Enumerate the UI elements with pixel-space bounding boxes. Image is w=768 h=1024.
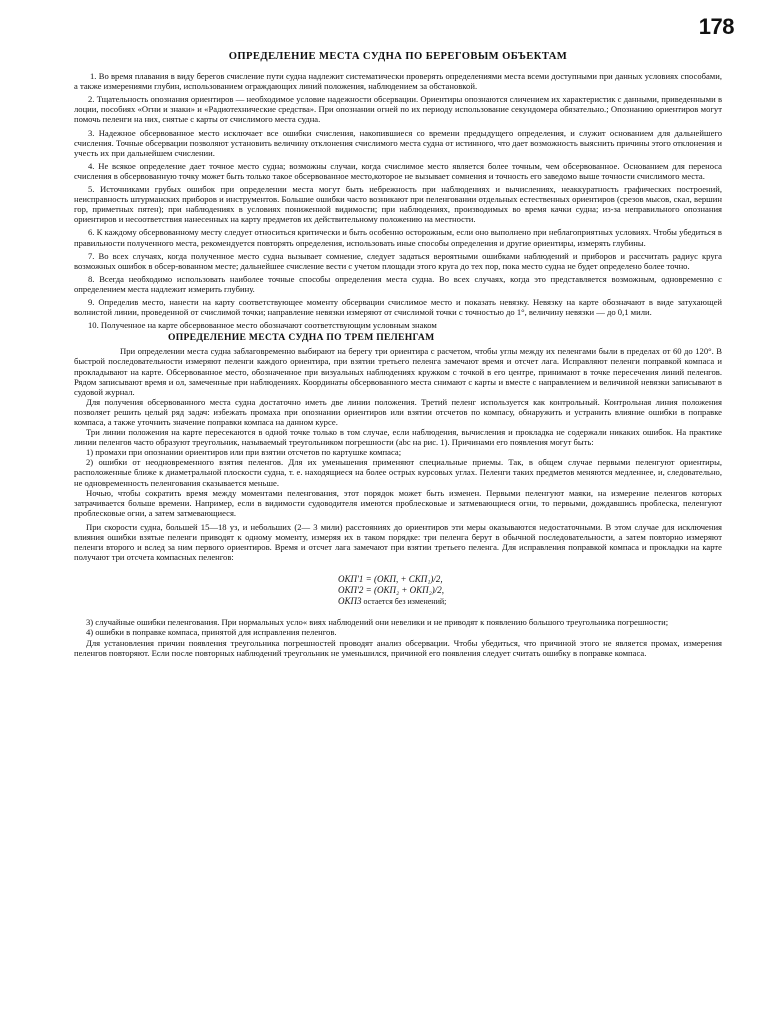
item-5: 5. Источниками грубых ошибок при определении места могут быть небрежность при наблюдениях и вычислениях, неаккуратность графических построений, неисправность штурманских приборов и инструментов. Большие ошибки часто возникают при пеленговании отдельных естественных ориентиров (срезов мысов, скал, вершин гор, приметных пятен); при наблюдениях в условиях пониженной видимости; при наблюдениях, производимых во время качки судна; из-за неправильного опознания ориентиров и несоответствия нанесенных на карту предметов их действительному положению на местности. bbox=[74, 184, 722, 225]
item-7: 7. Во всех случаях, когда полученное место судна вызывает сомнение, следует задаться вероятными ошибками наблюдений и приборов и рассчитать радиус круга возможных ошибок в обсер-вованном месте; дальнейшее счисление вести с учетом площади этого круга до тех пор, пока место судна не будет определено более точно. bbox=[74, 250, 722, 271]
paragraph-triangle: Три линии положения на карте пересекаются в одной точке только в том случае, если наблюдения, вычисления и прокладка не содержали никаких ошибок. На практике линии пеленгов часто образуют треугольник, называемый треугольником погрешности (abc на рис. 1). Причинами его появления могут быть: bbox=[74, 427, 722, 448]
subsection-title: ОПРЕДЕЛЕНИЕ МЕСТА СУДНА ПО ТРЕМ ПЕЛЕНГАМ bbox=[168, 332, 435, 344]
cause-4: 4) ошибки в поправке компаса, принятой для исправления пеленгов. bbox=[86, 627, 337, 638]
paragraph-speed: При скорости судна, большей 15—18 уз, и небольших (2— 3 мили) расстояниях до ориентиров эти меры оказываются недостаточными. В этом случае для исключения влияния ошибки взятые пеленги приводят к одному моменту, измеряя их в таком порядке: три пеленга берут в обычной последовательности, а затем повторно измеряют пеленги второго и вслед за ним первого ориентиров. Время и отсчет лага замечают при взятии третьего пеленга. Для исправления поправкой компаса и прокладки на карте получают три отсчета компасных пеленгов: bbox=[74, 521, 722, 563]
item-9: 9. Определив место, нанести на карту соответствующее моменту обсервации счислимое место и показать невязку. Невязку на карте обозначают в виде затухающей волнистой линии, проведенной от счислимой точки; направление невязки измеряют от счислимой точки с точностью до 1°, величину невязки — до 0,1 мили. bbox=[74, 296, 722, 318]
item-3: 3. Надежное обсервованное место исключает все ошибки счисления, накопившиеся со времени предыдущего определения, и служит основанием для дальнейшего счисления. Точные обсервации позволяют установить величину отклонения счислимого места судна от истинного, что дает возможность выяснить причины этого отклонения и учесть их при дальнейшем счислении. bbox=[74, 127, 722, 158]
formula-1: ОКП'1 = (ОКП, + СКП₁)/2, bbox=[338, 574, 443, 585]
formula-block bbox=[338, 574, 722, 607]
paragraph-analysis: Для установления причин появления треугольника погрешностей проводят анализ обсервации. Чтобы убедиться, что причиной этого не является промах, измерения пеленгов повторяют. Если после повторных наблюдений треугольник не уменьшился, причиной его появления следует считать ошибку в поправке компаса. bbox=[74, 637, 722, 658]
formula-3 bbox=[338, 596, 722, 607]
paragraph-night: Ночью, чтобы сократить время между моментами пеленгования, этот порядок может быть изменен. Первыми пеленгуют маяки, на измерение пеленгов которых затрачивается больше времени. Например, если в видимости судоводителя имеются проблесковые и затмевающиеся огни, то первыми, дождавшись проблеска, пеленгуют проблесковые огни, а затем затмевающиеся. bbox=[74, 487, 722, 518]
item-10: 10. Полученное на карте обсервованное место обозначают соответствующим условным знаком bbox=[88, 320, 437, 331]
formula-2: ОКП'2 = (ОКП₂ + ОКП₂)/2, bbox=[338, 585, 445, 596]
item-4: 4. Не всякое определение дает точное место судна; возможны случаи, когда счислимое место является более точным, чем обсервованное. Основанием для переноса счисления в обсервованную точку может быть только такое обсервованное место,которое не вызывает сомнения и точность его заведомо выше точности счислимого места. bbox=[74, 160, 722, 181]
item-6: 6. К каждому обсервованному месту следует относиться критически и быть особенно осторожным, если оно выполнено при неблагоприятных условиях. Чтобы убедиться в правильности полученного места, рекомендуется повторять определения, использовать иные способы определения и другие ориентиры, измерять глубины. bbox=[74, 227, 722, 248]
cause-1: 1) промахи при опознании ориентиров или при взятии отсчетов по картушке компаса; bbox=[86, 447, 402, 458]
formula-3-var: ОКП3 bbox=[338, 596, 362, 607]
page-number: 178 bbox=[698, 14, 734, 39]
section-title: ОПРЕДЕЛЕНИЕ МЕСТА СУДНА ПО БЕРЕГОВЫМ ОБЪЕКТАМ bbox=[228, 51, 568, 62]
item-2: 2. Тщательность опознания ориентиров — необходимое условие надежности обсервации. Ориентиры опознаются сличением их характеристик с данными, приведенными в лоции, пособиях «Огни и знаки» и «Радиотехнические средства». При опознании огней по их периоду использование секундомера обязательно.; Опознанию ориентиров могут помочь пеленги на них, снятые с карты от счислимого места судна. bbox=[74, 94, 722, 125]
formula-3-text: остается без изменений; bbox=[361, 597, 447, 607]
item-1: 1. Во время плавания в виду берегов счисление пути судна надлежит систематически проверять определениями места всеми доступными при данных условиях способами, а также измерениями глубин, использованием ограждающих линий положения, наблюдением за обстановкой. bbox=[74, 71, 722, 92]
cause-2: 2) ошибки от неодновременного взятия пеленгов. Для их уменьшения применяют специальные приемы. Так, в общем случае первыми пеленгуют ориентиры, расположенные ближе к диаметральной плоскости судна, т. е. находящиеся на более острых курсовых углах. Пеленги таких предметов меняются медленнее, и, следовательно, не одновременность пеленгования сказывается меньше. bbox=[74, 457, 722, 488]
document-body bbox=[74, 52, 722, 658]
item-8: 8. Всегда необходимо использовать наиболее точные способы определения места судна. Во всех случаях, когда это представляется возможным, одновременно с определением места надлежит измерить глубину. bbox=[74, 273, 722, 294]
cause-3: 3) случайные ошибки пеленгования. При нормальных усло« виях наблюдений они невелики и не приводят к появлению большого треугольника погрешности; bbox=[86, 617, 669, 628]
paragraph-intro: При определении места судна заблаговременно выбирают на берегу три ориентира с расчетом, чтобы углы между их пеленгами были в пределах от 60 до 120°. В быстрой последовательности измеряют пеленги каждого ориентира, при взятии третьего пеленга замечают время и отсчет лага. Исправляют пеленги поправкой компаса и прокладывают на карте. Обсервованное место, обозначенное при визуальных наблюдениях кружком с точкой в его центре, принимают в точке пересечения линий пеленгов. Рядом записывают время и ол, замеченные при наблюдениях. Координаты обсервованного места снимают с карты и вместе с направлением и величиной невязки записывают в судовой журнал. bbox=[74, 346, 722, 397]
paragraph-control-line: Для получения обсервованного места судна достаточно иметь две линии положения. Третий пеленг используется как контрольный. Контрольная линия положения позволяет решить целый ряд задач: избежать промаха при опознании ориентиров или взятии отсчетов по компасу, обнаружить и устранить влияние ошибки в поправке компаса, а также уточнить значение поправки компаса на данном курсе. bbox=[74, 396, 722, 427]
